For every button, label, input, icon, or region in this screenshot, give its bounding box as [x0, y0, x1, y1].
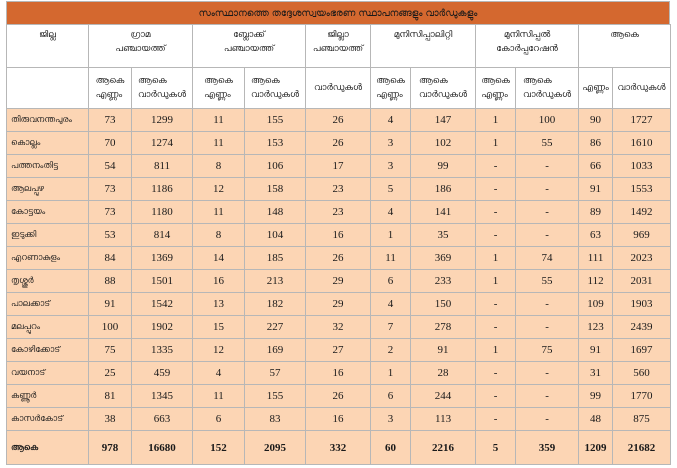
total-wards: 1610 [613, 132, 671, 155]
mun-count: 4 [371, 293, 411, 316]
bp-wards: 169 [245, 339, 306, 362]
total-label: ആകെ [7, 431, 89, 465]
bp-count: 13 [193, 293, 245, 316]
corp-wards: - [516, 385, 579, 408]
bp-count: 12 [193, 178, 245, 201]
dp-wards-total: 332 [306, 431, 371, 465]
table-row [7, 247, 671, 270]
gp-wards: 1542 [132, 293, 193, 316]
mun-wards: 28 [411, 362, 476, 385]
gp-count-total: 978 [89, 431, 132, 465]
subheader-bp-count [193, 68, 245, 109]
corp-wards-total: 359 [516, 431, 579, 465]
corp-wards: - [516, 408, 579, 431]
subheader-gp-wards-label: ആകെ വാർഡുകൾ [138, 76, 186, 100]
table-row [7, 224, 671, 247]
corp-wards: 75 [516, 339, 579, 362]
mun-count: 2 [371, 339, 411, 362]
bp-count: 16 [193, 270, 245, 293]
dp-wards: 26 [306, 109, 371, 132]
corp-wards: - [516, 155, 579, 178]
header-district-panchayat: ജില്ലാ പഞ്ചായത്ത് [306, 25, 371, 68]
bp-wards: 227 [245, 316, 306, 339]
table-row [7, 408, 671, 431]
mun-count: 7 [371, 316, 411, 339]
mun-count: 3 [371, 132, 411, 155]
bp-wards: 153 [245, 132, 306, 155]
dp-wards: 23 [306, 201, 371, 224]
header-total: ആകെ [579, 25, 671, 68]
corp-wards: - [516, 316, 579, 339]
bp-count: 4 [193, 362, 245, 385]
corp-count: - [476, 385, 516, 408]
gp-wards: 1345 [132, 385, 193, 408]
mun-wards-total: 2216 [411, 431, 476, 465]
total-wards: 2439 [613, 316, 671, 339]
gp-count: 91 [89, 293, 132, 316]
header-block-panchayat: ബ്ലോക്ക് പഞ്ചായത്ത് [193, 25, 306, 68]
lsg-wards-table [6, 24, 671, 465]
total-count: 109 [579, 293, 613, 316]
gp-count: 73 [89, 201, 132, 224]
bp-wards: 106 [245, 155, 306, 178]
table-row [7, 362, 671, 385]
gp-wards: 663 [132, 408, 193, 431]
subheader-bp-wards [245, 68, 306, 109]
total-count: 89 [579, 201, 613, 224]
gp-wards: 1501 [132, 270, 193, 293]
bp-count: 11 [193, 132, 245, 155]
dp-wards: 16 [306, 408, 371, 431]
bp-count: 11 [193, 385, 245, 408]
bp-count: 15 [193, 316, 245, 339]
mun-wards: 278 [411, 316, 476, 339]
mun-count: 5 [371, 178, 411, 201]
mun-count: 3 [371, 155, 411, 178]
corp-count: - [476, 362, 516, 385]
bp-wards: 155 [245, 385, 306, 408]
total-wards: 2031 [613, 270, 671, 293]
mun-wards: 369 [411, 247, 476, 270]
gp-count: 84 [89, 247, 132, 270]
bp-wards: 148 [245, 201, 306, 224]
subheader-bp-wards-label: ആകെ വാർഡുകൾ [251, 76, 300, 100]
bp-wards: 83 [245, 408, 306, 431]
mun-count: 1 [371, 224, 411, 247]
total-wards: 1770 [613, 385, 671, 408]
gp-wards: 1180 [132, 201, 193, 224]
corp-count: - [476, 316, 516, 339]
table-row [7, 270, 671, 293]
district-name: ആലപ്പുഴ [7, 178, 89, 201]
bp-count: 12 [193, 339, 245, 362]
table-row [7, 339, 671, 362]
mun-wards: 99 [411, 155, 476, 178]
bp-count: 6 [193, 408, 245, 431]
grand-total-wards: 21682 [613, 431, 671, 465]
gp-wards: 1369 [132, 247, 193, 270]
header-row-sub [7, 68, 671, 109]
mun-count: 6 [371, 270, 411, 293]
subheader-mun-wards-label: ആകെ വാർഡുകൾ [419, 76, 468, 100]
total-wards: 560 [613, 362, 671, 385]
corp-wards: 74 [516, 247, 579, 270]
district-name: തിരുവനന്തപുരം [7, 109, 89, 132]
gp-count: 73 [89, 109, 132, 132]
mun-count: 6 [371, 385, 411, 408]
gp-count: 25 [89, 362, 132, 385]
corp-count: 1 [476, 247, 516, 270]
bp-count: 8 [193, 155, 245, 178]
total-wards: 1553 [613, 178, 671, 201]
corp-wards: 55 [516, 132, 579, 155]
table-row [7, 293, 671, 316]
table-row [7, 201, 671, 224]
total-wards: 1727 [613, 109, 671, 132]
total-wards: 1492 [613, 201, 671, 224]
subheader-corp-wards [516, 68, 579, 109]
district-name: കൊല്ലം [7, 132, 89, 155]
table-row [7, 132, 671, 155]
gp-wards: 1902 [132, 316, 193, 339]
total-count: 63 [579, 224, 613, 247]
bp-count: 14 [193, 247, 245, 270]
subheader-mun-wards [411, 68, 476, 109]
mun-count: 4 [371, 201, 411, 224]
gp-wards: 1335 [132, 339, 193, 362]
dp-wards: 26 [306, 132, 371, 155]
gp-count: 38 [89, 408, 132, 431]
gp-wards: 1274 [132, 132, 193, 155]
district-name: പത്തനംതിട്ട [7, 155, 89, 178]
table-row [7, 155, 671, 178]
bp-wards: 57 [245, 362, 306, 385]
mun-wards: 35 [411, 224, 476, 247]
gp-wards: 814 [132, 224, 193, 247]
corp-wards: - [516, 293, 579, 316]
header-row-groups [7, 25, 671, 68]
total-row [7, 431, 671, 465]
bp-count: 11 [193, 201, 245, 224]
gp-wards: 811 [132, 155, 193, 178]
corp-count: - [476, 201, 516, 224]
corp-count: - [476, 178, 516, 201]
total-count: 66 [579, 155, 613, 178]
subheader-corp-wards-label: ആകെ വാർഡുകൾ [523, 76, 572, 100]
subheader-gp-count [89, 68, 132, 109]
total-wards: 969 [613, 224, 671, 247]
total-count: 48 [579, 408, 613, 431]
bp-wards: 155 [245, 109, 306, 132]
bp-wards: 185 [245, 247, 306, 270]
gp-count: 54 [89, 155, 132, 178]
gp-count: 75 [89, 339, 132, 362]
gp-wards-total: 16680 [132, 431, 193, 465]
dp-wards: 16 [306, 224, 371, 247]
gp-count: 88 [89, 270, 132, 293]
total-wards: 1903 [613, 293, 671, 316]
gp-count: 53 [89, 224, 132, 247]
district-name: ഇടുക്കി [7, 224, 89, 247]
bp-count-total: 152 [193, 431, 245, 465]
corp-wards: - [516, 224, 579, 247]
district-name: വയനാട് [7, 362, 89, 385]
mun-wards: 186 [411, 178, 476, 201]
gp-count: 100 [89, 316, 132, 339]
corp-count: 1 [476, 109, 516, 132]
dp-wards: 29 [306, 270, 371, 293]
total-count: 31 [579, 362, 613, 385]
district-name: കോഴിക്കോട് [7, 339, 89, 362]
corp-count: 1 [476, 339, 516, 362]
mun-wards: 113 [411, 408, 476, 431]
subheader-corp-count [476, 68, 516, 109]
subheader-mun-count [371, 68, 411, 109]
bp-wards-total: 2095 [245, 431, 306, 465]
total-count: 112 [579, 270, 613, 293]
mun-wards: 91 [411, 339, 476, 362]
mun-count-total: 60 [371, 431, 411, 465]
corp-wards: 55 [516, 270, 579, 293]
corp-wards: 100 [516, 109, 579, 132]
dp-wards: 17 [306, 155, 371, 178]
bp-wards: 182 [245, 293, 306, 316]
total-wards: 875 [613, 408, 671, 431]
corp-wards: - [516, 362, 579, 385]
header-grama-panchayat: ഗ്രാമ പഞ്ചായത്ത് [89, 25, 193, 68]
dp-wards: 16 [306, 362, 371, 385]
mun-wards: 244 [411, 385, 476, 408]
grand-total-count: 1209 [579, 431, 613, 465]
subheader-blank [7, 68, 89, 109]
total-count: 91 [579, 339, 613, 362]
corp-wards: - [516, 178, 579, 201]
table-row [7, 178, 671, 201]
dp-wards: 26 [306, 385, 371, 408]
header-district: ജില്ല [7, 25, 89, 68]
bp-wards: 158 [245, 178, 306, 201]
total-count: 90 [579, 109, 613, 132]
total-wards: 2023 [613, 247, 671, 270]
corp-wards: - [516, 201, 579, 224]
total-wards: 1697 [613, 339, 671, 362]
dp-wards: 27 [306, 339, 371, 362]
bp-count: 8 [193, 224, 245, 247]
mun-count: 11 [371, 247, 411, 270]
corp-count-total: 5 [476, 431, 516, 465]
district-name: മലപ്പുറം [7, 316, 89, 339]
dp-wards: 29 [306, 293, 371, 316]
dp-wards: 26 [306, 247, 371, 270]
bp-wards: 104 [245, 224, 306, 247]
gp-count: 73 [89, 178, 132, 201]
bp-count: 11 [193, 109, 245, 132]
subheader-mun-count-label: ആകെ എണ്ണം [376, 76, 405, 100]
subheader-total-wards-label: വാർഡുകൾ [617, 83, 666, 93]
mun-wards: 233 [411, 270, 476, 293]
subheader-total-wards [613, 68, 671, 109]
subheader-dp-wards-label: വാർഡുകൾ [314, 83, 363, 93]
total-count: 111 [579, 247, 613, 270]
mun-count: 4 [371, 109, 411, 132]
mun-wards: 147 [411, 109, 476, 132]
total-count: 99 [579, 385, 613, 408]
subheader-bp-count-label: ആകെ എണ്ണം [204, 76, 233, 100]
header-corporation: മുനിസിപ്പൽ കോർപ്പറേഷൻ [476, 25, 579, 68]
corp-count: 1 [476, 132, 516, 155]
subheader-gp-count-label: ആകെ എണ്ണം [95, 76, 125, 100]
subheader-corp-count-label: ആകെ എണ്ണം [481, 76, 510, 100]
mun-count: 3 [371, 408, 411, 431]
corp-count: - [476, 408, 516, 431]
district-name: പാലക്കാട് [7, 293, 89, 316]
district-name: കോട്ടയം [7, 201, 89, 224]
bp-wards: 213 [245, 270, 306, 293]
corp-count: 1 [476, 270, 516, 293]
gp-wards: 1299 [132, 109, 193, 132]
mun-count: 1 [371, 362, 411, 385]
dp-wards: 23 [306, 178, 371, 201]
district-name: തൃശ്ശൂർ [7, 270, 89, 293]
subheader-total-count-label: എണ്ണം [582, 83, 609, 93]
table-title-text: സംസ്ഥാനത്തെ തദ്ദേശസ്വയംഭരണ സ്ഥാപനങ്ങളും വാർഡുകളും [198, 7, 478, 19]
total-wards: 1033 [613, 155, 671, 178]
table-row [7, 316, 671, 339]
gp-count: 81 [89, 385, 132, 408]
gp-wards: 1186 [132, 178, 193, 201]
table-row [7, 109, 671, 132]
gp-count: 70 [89, 132, 132, 155]
subheader-gp-wards [132, 68, 193, 109]
corp-count: - [476, 224, 516, 247]
table-title [6, 1, 670, 25]
district-name: എറണാകുളം [7, 247, 89, 270]
mun-wards: 102 [411, 132, 476, 155]
subheader-total-count [579, 68, 613, 109]
header-municipality: മുനിസിപ്പാലിറ്റി [371, 25, 476, 68]
total-count: 123 [579, 316, 613, 339]
corp-count: - [476, 293, 516, 316]
total-count: 91 [579, 178, 613, 201]
subheader-dp-wards [306, 68, 371, 109]
dp-wards: 32 [306, 316, 371, 339]
district-name: കണ്ണൂർ [7, 385, 89, 408]
total-count: 86 [579, 132, 613, 155]
gp-wards: 459 [132, 362, 193, 385]
mun-wards: 150 [411, 293, 476, 316]
table-row [7, 385, 671, 408]
corp-count: - [476, 155, 516, 178]
mun-wards: 141 [411, 201, 476, 224]
district-name: കാസർകോട് [7, 408, 89, 431]
